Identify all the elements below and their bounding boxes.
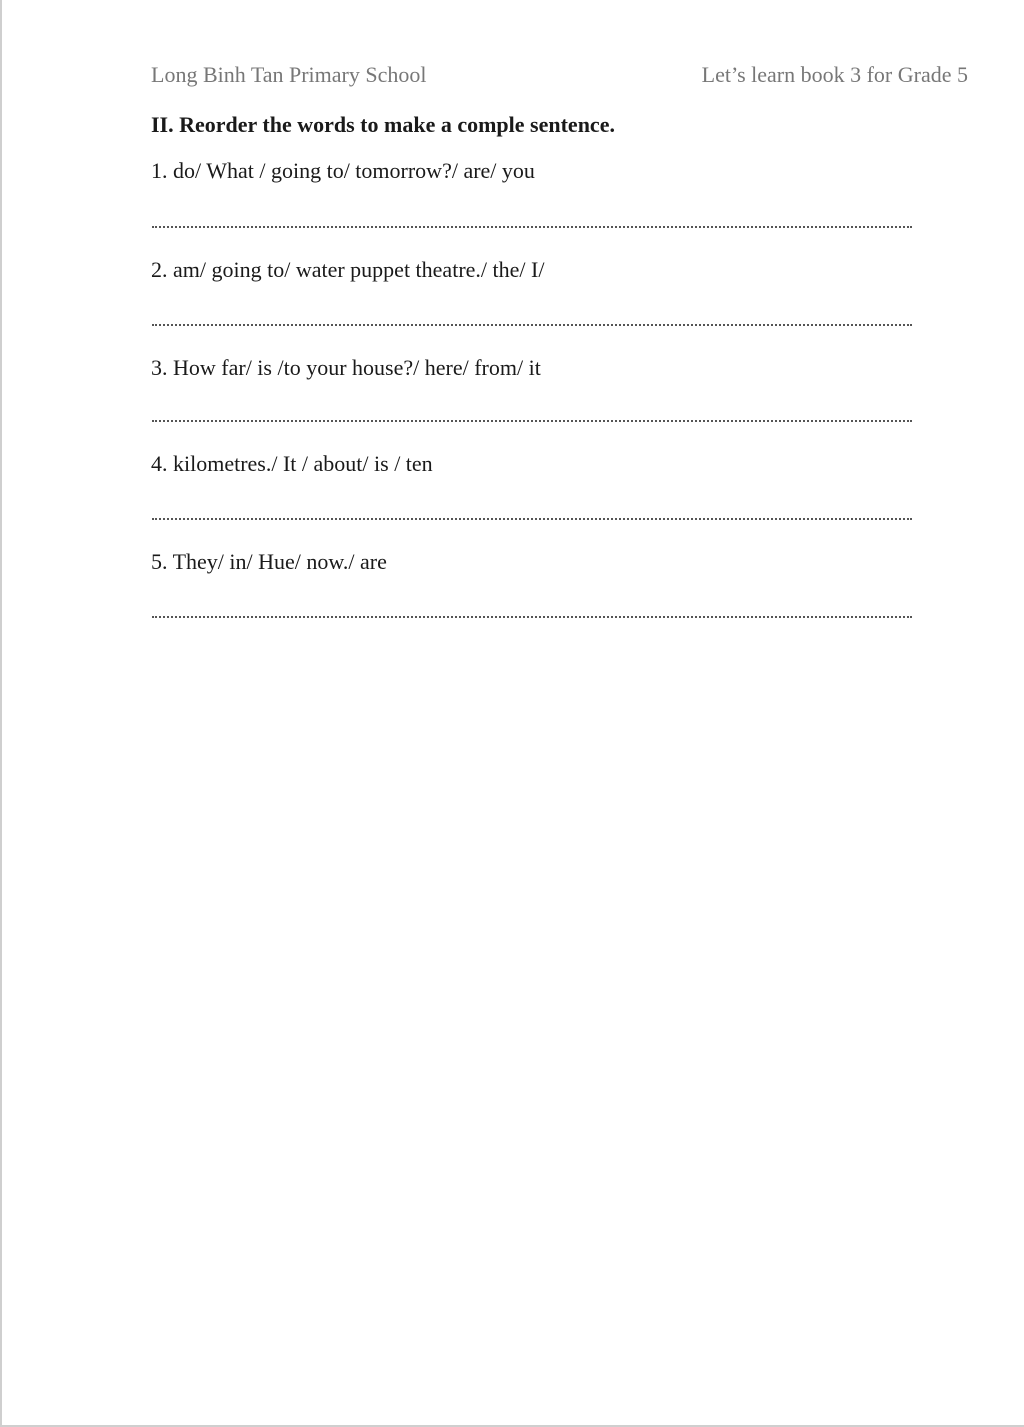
answer-line-2[interactable] xyxy=(152,324,912,326)
book-title: Let’s learn book 3 for Grade 5 xyxy=(701,62,968,87)
question-5: 5. They/ in/ Hue/ now./ are xyxy=(151,549,387,574)
question-1: 1. do/ What / going to/ tomorrow?/ are/ you xyxy=(151,158,535,183)
question-4: 4. kilometres./ It / about/ is / ten xyxy=(151,451,433,476)
question-3: 3. How far/ is /to your house?/ here/ from/ it xyxy=(151,355,541,380)
exercise-title: II. Reorder the words to make a comple sentence. xyxy=(151,112,615,137)
answer-line-1[interactable] xyxy=(152,226,912,228)
question-2: 2. am/ going to/ water puppet theatre./ the/ I/ xyxy=(151,257,545,282)
answer-line-4[interactable] xyxy=(152,518,912,520)
answer-line-5[interactable] xyxy=(152,616,912,618)
answer-line-3[interactable] xyxy=(152,420,912,422)
school-name: Long Binh Tan Primary School xyxy=(151,62,427,87)
